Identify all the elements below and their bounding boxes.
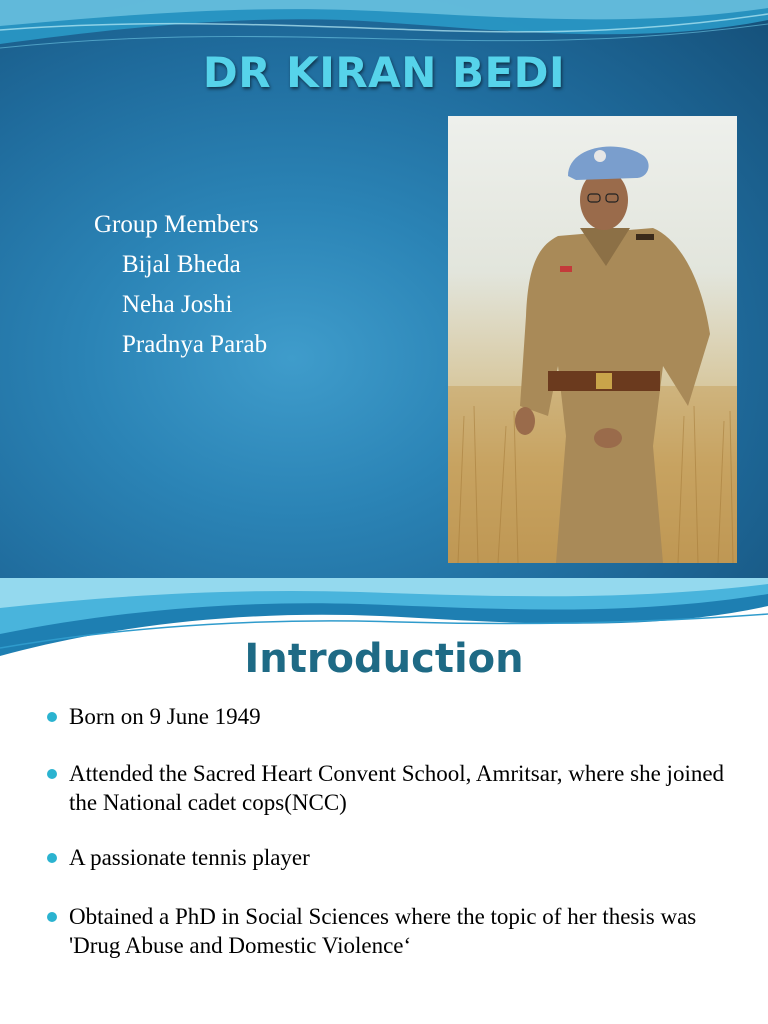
- photo-of-kiran-bedi: [448, 116, 737, 563]
- bullet-text: Obtained a PhD in Social Sciences where the topic of her thesis was 'Drug Abuse and Domestic Violence‘: [69, 904, 697, 958]
- list-item: [44, 702, 744, 731]
- bullet-text: A passionate tennis player: [69, 845, 310, 870]
- member-name: Pradnya Parab: [122, 331, 268, 358]
- group-members-list: [94, 205, 267, 365]
- bullet-icon: [47, 912, 57, 922]
- list-item: [44, 759, 744, 817]
- introduction-bullet-list: [44, 702, 744, 988]
- list-item: [44, 843, 744, 872]
- bullet-icon: [47, 769, 57, 779]
- slide-title-text: DR KIRAN BEDI: [202, 48, 566, 97]
- list-item: [44, 902, 744, 960]
- bullet-text: Born on 9 June 1949: [69, 704, 261, 729]
- introduction-title: Introduction: [244, 636, 524, 682]
- group-members-heading: Group Members: [94, 211, 259, 238]
- slide-introduction: [0, 578, 768, 1024]
- member-name: Neha Joshi: [122, 291, 233, 318]
- member-name: Bijal Bheda: [122, 251, 241, 278]
- bullet-icon: [47, 853, 57, 863]
- bullet-icon: [47, 712, 57, 722]
- bullet-text: Attended the Sacred Heart Convent School, Amritsar, where she joined the National cadet cops(NCC): [69, 761, 725, 815]
